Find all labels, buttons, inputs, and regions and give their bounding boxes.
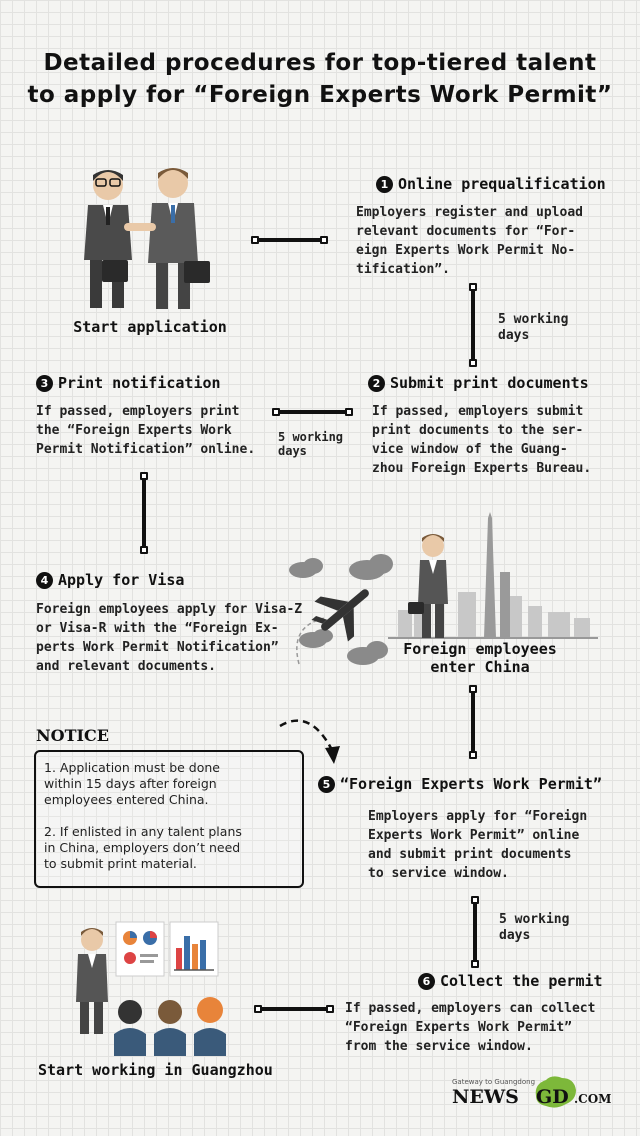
step1-number: 1 xyxy=(376,176,393,193)
connector-step2-step3 xyxy=(276,410,350,414)
end-label: Start working in Guangzhou xyxy=(38,1061,273,1079)
connector-dot xyxy=(140,546,148,554)
step1-title xyxy=(376,175,606,193)
notice-title: NOTICE xyxy=(36,726,109,745)
duration-1: 5 working days xyxy=(498,312,569,343)
newsgd-logo xyxy=(450,1078,620,1118)
connector-enter-step5 xyxy=(471,689,475,755)
page-title-line2: to apply for “Foreign Experts Work Permit” xyxy=(27,82,613,108)
connector-dot xyxy=(345,408,353,416)
step6-description: If passed, employers can collect “Foreign Experts Work Permit” from the service window. xyxy=(345,1001,596,1054)
step3-description: If passed, employers print the “Foreign Experts Work Permit Notification” online. xyxy=(36,404,256,457)
enter-china-label: Foreign employees enter China xyxy=(403,640,557,676)
logo-suffix: .COM xyxy=(574,1092,612,1106)
connector-step6-end xyxy=(258,1007,330,1011)
duration-2: 5 working days xyxy=(278,430,344,458)
connector-step3-step4 xyxy=(142,476,146,550)
step5-title-text: “Foreign Experts Work Permit” xyxy=(340,775,602,793)
connector-dot xyxy=(471,960,479,968)
step6-title xyxy=(418,972,603,990)
connector-dot xyxy=(469,359,477,367)
step3-title xyxy=(36,374,221,392)
step2-title-text: Submit print documents xyxy=(390,374,589,392)
duration-3: 5 working days xyxy=(499,912,570,943)
connector-dot xyxy=(326,1005,334,1013)
step1-title-text: Online prequalification xyxy=(398,175,606,193)
step4-description: Foreign employees apply for Visa-Z or Visa-R with the “Foreign Ex- perts Work Permit Notification” and relevant documents. xyxy=(36,602,303,674)
connector-dot xyxy=(320,236,328,244)
connector-dot xyxy=(471,896,479,904)
logo-name-left: NEWS xyxy=(452,1086,519,1108)
team-meeting-illustration xyxy=(70,918,240,1056)
start-application-label: Start application xyxy=(73,318,227,336)
step3-number: 3 xyxy=(36,375,53,392)
step4-title xyxy=(36,571,184,589)
connector-dot xyxy=(469,751,477,759)
connector-step1-step2 xyxy=(471,287,475,363)
step1-description: Employers register and upload relevant documents for “For- eign Experts Work Permit No- tification”. xyxy=(356,205,583,277)
handshake-illustration xyxy=(70,165,220,315)
step6-title-text: Collect the permit xyxy=(440,972,603,990)
connector-dot xyxy=(140,472,148,480)
guangzhou-skyline-illustration xyxy=(388,512,598,640)
step3-title-text: Print notification xyxy=(58,374,221,392)
connector-dot xyxy=(469,283,477,291)
notice-item-1: 1. Application must be done within 15 days after foreign employees entered China. xyxy=(44,760,220,807)
step5-title xyxy=(318,775,602,793)
connector-step5-step6 xyxy=(473,900,477,964)
connector-dot xyxy=(254,1005,262,1013)
notice-item-2: 2. If enlisted in any talent plans in China, employers don’t need to submit print material. xyxy=(44,824,242,871)
connector-dot xyxy=(251,236,259,244)
connector-dot xyxy=(469,685,477,693)
logo-tagline: Gateway to Guangdong xyxy=(452,1078,536,1086)
step5-description: Employers apply for “Foreign Experts Work Permit” online and submit print documents to service window. xyxy=(368,809,588,881)
page-title-line1: Detailed procedures for top-tiered talent xyxy=(43,50,597,76)
step2-title xyxy=(368,374,589,392)
curved-arrow-icon xyxy=(270,712,350,774)
step4-title-text: Apply for Visa xyxy=(58,571,185,589)
step5-number: 5 xyxy=(318,776,335,793)
logo-name-right: GD xyxy=(536,1086,569,1108)
connector-start-step1 xyxy=(255,238,325,242)
step2-description: If passed, employers submit print documents to the ser- vice window of the Guang- zhou Foreign Experts Bureau. xyxy=(372,404,592,476)
step4-number: 4 xyxy=(36,572,53,589)
step2-number: 2 xyxy=(368,375,385,392)
step6-number: 6 xyxy=(418,973,435,990)
